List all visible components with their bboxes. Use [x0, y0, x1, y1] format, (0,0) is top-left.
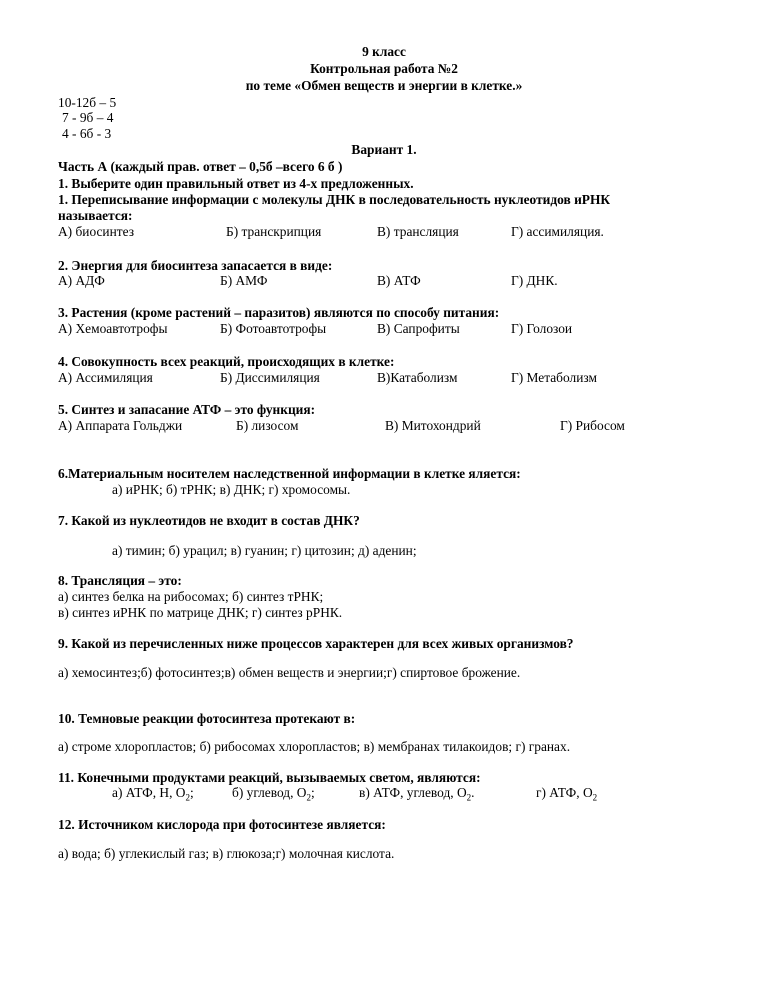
question-7: 7. Какой из нуклеотидов не входит в состав ДНК? — [58, 513, 360, 528]
answer-options: а) иРНК; б) тРНК; в) ДНК; г) хромосомы. — [112, 482, 351, 497]
question-1-line1: 1. Переписывание информации с молекулы ДНК в последовательность нуклеотидов иРНК — [58, 192, 611, 207]
question-9: 9. Какой из перечисленных ниже процессов характерен для всех живых организмов? — [58, 636, 574, 651]
answer-option: А) Хемоавтотрофы — [58, 321, 168, 336]
question-11: 11. Конечными продуктами реакций, вызываемых светом, являются: — [58, 770, 481, 785]
grading-line: 4 - 6б - 3 — [62, 126, 112, 141]
answer-option: Б) лизосом — [236, 418, 299, 433]
answer-option: Б) Диссимиляция — [220, 370, 320, 385]
answer-option: Г) Голозои — [511, 321, 573, 336]
question-4: 4. Совокупность всех реакций, происходящих в клетке: — [58, 354, 395, 369]
answer-option: В) трансляция — [377, 224, 459, 239]
question-1-line2: называется: — [58, 208, 133, 223]
answer-option: а) АТФ, Н, $О_2$; — [112, 785, 194, 803]
answer-options: а) вода; б) углекислый газ; в) глюкоза;г) молочная кислота. — [58, 846, 395, 861]
question-2: 2. Энергия для биосинтеза запасается в виде: — [58, 258, 333, 273]
answer-option: А) биосинтез — [58, 224, 135, 239]
variant-heading: Вариант 1. — [351, 142, 417, 157]
answer-option: Г) Метаболизм — [511, 370, 597, 385]
answer-option: В) Сапрофиты — [377, 321, 460, 336]
answer-option: Г) ДНК. — [511, 273, 558, 288]
part-a-heading: Часть А (каждый прав. ответ – 0,5б –всего 6 б ) — [58, 159, 343, 174]
answer-option: Б) АМФ — [220, 273, 268, 288]
question-6: 6.Материальным носителем наследственной информации в клетке яляется: — [58, 466, 521, 481]
instruction: 1. Выберите один правильный ответ из 4-х предложенных. — [58, 176, 414, 191]
answer-option: Г) Рибосом — [560, 418, 625, 433]
test-topic: по теме «Обмен веществ и энергии в клетке.» — [245, 78, 523, 93]
answer-option: А) Ассимиляция — [58, 370, 153, 385]
test-title: Контрольная работа №2 — [310, 61, 458, 76]
answer-option: Г) ассимиляция. — [511, 224, 604, 239]
answer-option: Б) Фотоавтотрофы — [220, 321, 327, 336]
answer-option: г) АТФ, $О_2$ — [536, 785, 598, 803]
question-5: 5. Синтез и запасание АТФ – это функция: — [58, 402, 316, 417]
grading-line: 10-12б – 5 — [58, 95, 117, 110]
answer-option: В) АТФ — [377, 273, 421, 288]
answer-options: а) строме хлоропластов; б) рибосомах хлоропластов; в) мембранах тилакоидов; г) гранах. — [58, 739, 571, 754]
answer-options: в) синтез иРНК по матрице ДНК; г) синтез рРНК. — [58, 605, 343, 620]
answer-option: в) АТФ, углевод, $О_2$. — [359, 785, 475, 803]
answer-option: Б) транскрипция — [226, 224, 322, 239]
answer-option: б) углевод, $О_2$; — [232, 785, 315, 803]
answer-options: а) хемосинтез;б) фотосинтез;в) обмен веществ и энергии;г) спиртовое брожение. — [58, 665, 521, 680]
answer-option: А) АДФ — [58, 273, 105, 288]
question-10: 10. Темновые реакции фотосинтеза протекают в: — [58, 711, 356, 726]
question-3: 3. Растения (кроме растений – паразитов) являются по способу питания: — [58, 305, 500, 320]
grading-line: 7 - 9б – 4 — [62, 110, 114, 125]
answer-option: В) Митохондрий — [385, 418, 481, 433]
grade-line: 9 класс — [362, 44, 406, 59]
answer-options: а) тимин; б) урацил; в) гуанин; г) цитозин; д) аденин; — [112, 543, 417, 558]
answer-options: а) синтез белка на рибосомах; б) синтез тРНК; — [58, 589, 324, 604]
question-8: 8. Трансляция – это: — [58, 573, 182, 588]
answer-option: А) Аппарата Гольджи — [58, 418, 183, 433]
answer-option: В)Катаболизм — [377, 370, 458, 385]
question-12: 12. Источником кислорода при фотосинтезе является: — [58, 817, 386, 832]
